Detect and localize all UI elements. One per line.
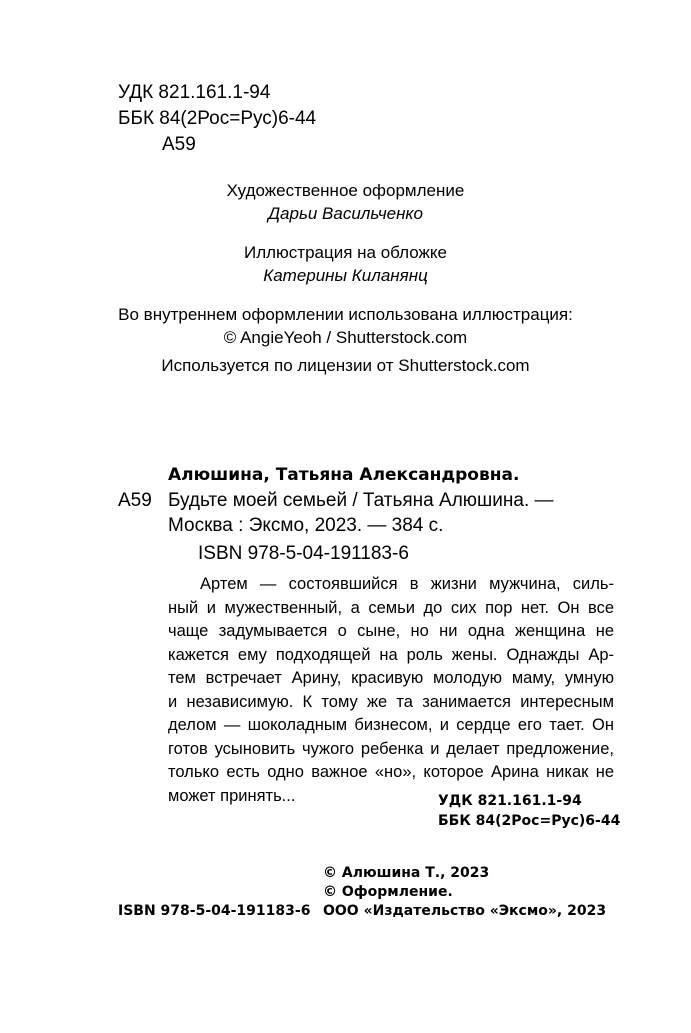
license-note: Используется по лицензии от Shutterstock.com <box>161 356 530 375</box>
annotation-line: и независимую. К тому же та занимается интересным <box>168 692 614 711</box>
annotation-line: может принять... <box>168 786 296 805</box>
interior-credit: © AngieYeoh / Shutterstock.com <box>223 328 468 347</box>
isbn-main: ISBN 978-5-04-191183-6 <box>198 543 409 564</box>
publisher-copyright: ООО «Издательство «Эксмо», 2023 <box>323 903 607 919</box>
cover-name: Катерины Киланянц <box>263 266 428 285</box>
title-line-2: Москва : Эксмо, 2023. — 384 с. <box>168 515 444 536</box>
copyright-design: © Оформление. <box>323 884 453 900</box>
footer-isbn: ISBN 978-5-04-191183-6 <box>118 903 311 919</box>
annotation-line: Артем — состоявшийся в жизни мужчина, силь- <box>200 575 614 593</box>
annotation-line: делом — шоколадным бизнесом, и сердце его тает. Он <box>168 716 614 734</box>
footer-bbk: ББК 84(2Рос=Рус)6-44 <box>438 813 621 829</box>
design-label: Художественное оформление <box>226 181 465 200</box>
author-mark-top: А59 <box>162 134 196 155</box>
annotation-line: чаще задумывается о сыне, но ни одна женщина не <box>168 622 614 640</box>
annotation-line: кажется ему подходящей на роль жены. Однажды Ар- <box>168 645 614 664</box>
footer-udk: УДК 821.161.1-94 <box>438 793 582 809</box>
author-heading: Алюшина, Татьяна Александровна. <box>168 465 520 485</box>
title-line-1: Будьте моей семьей / Татьяна Алюшина. — <box>168 490 554 511</box>
udk-code: УДК 821.161.1-94 <box>118 82 271 103</box>
copyright-author: © Алюшина Т., 2023 <box>323 865 490 881</box>
author-mark-left: А59 <box>118 490 152 511</box>
annotation-line: готов усыновить чужого ребенка и делает предложение, <box>168 739 614 758</box>
annotation-line: тем встречает Арину, красивую молодую маму, умную <box>168 669 614 687</box>
cover-label: Иллюстрация на обложке <box>244 243 447 262</box>
annotation-paragraph <box>168 573 614 808</box>
bbk-code: ББК 84(2Рос=Рус)6-44 <box>118 108 317 129</box>
annotation-line: ный и мужественный, а семьи до сих пор нет. Он все <box>168 598 614 617</box>
interior-label: Во внутреннем оформлении использована иллюстрация: <box>118 305 573 324</box>
annotation-line: только есть одно важное «но», которое Арина никак не <box>168 763 614 781</box>
design-name: Дарьи Васильченко <box>268 204 423 223</box>
